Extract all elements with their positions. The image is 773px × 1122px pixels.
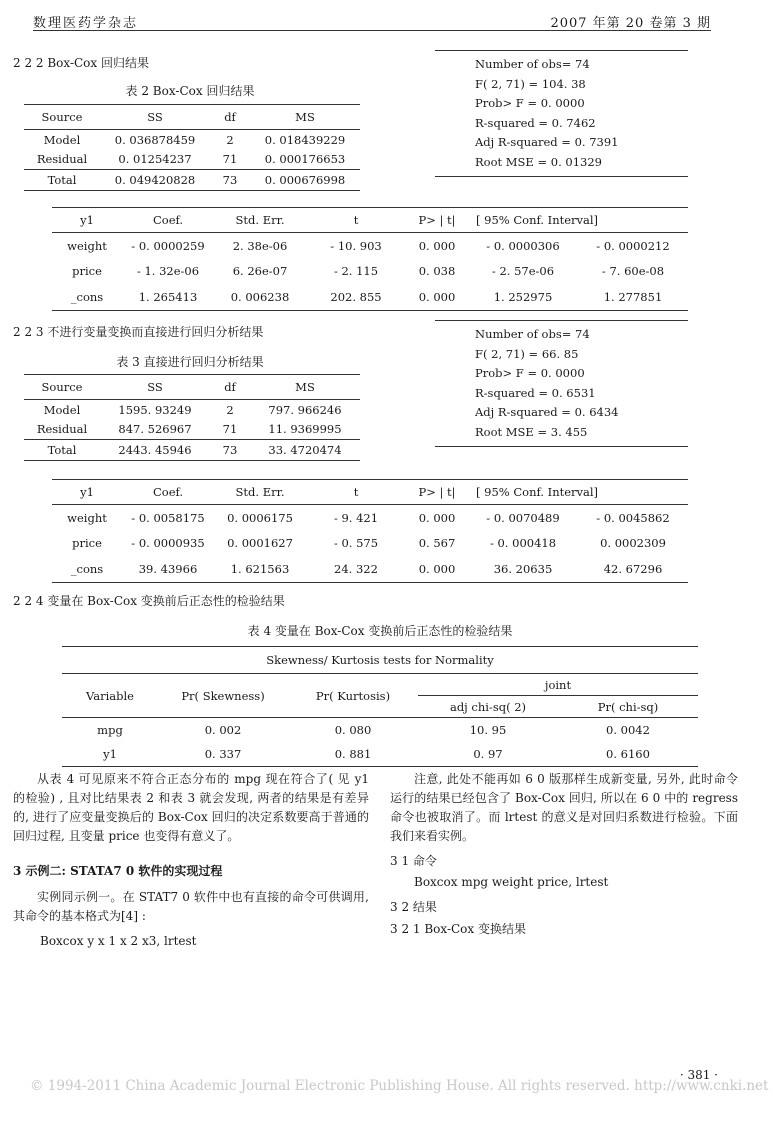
table-header-row: adj chi-sq( 2) Pr( chi-sq) — [62, 696, 698, 718]
command-syntax: Boxcox y x 1 x 2 x3, lrtest — [40, 934, 197, 948]
stat-line: Root MSE = 0. 01329 — [475, 154, 602, 169]
table-row: price - 0. 0000935 0. 0001627 - 0. 575 0. 567 - 0. 000418 0. 0002309 — [72, 536, 666, 551]
table-header-row: Variable Pr( Skewness) Pr( Kurtosis) joint — [62, 674, 698, 696]
table-row: Residual 847. 526967 71 11. 9369995 — [36, 422, 342, 437]
table-row: _cons 1. 265413 0. 006238 202. 855 0. 000 1. 252975 1. 277851 — [70, 289, 663, 304]
stat-line: R-squared = 0. 7462 — [475, 115, 596, 130]
stat-line: R-squared = 0. 6531 — [475, 385, 596, 400]
col-source: Source — [41, 110, 83, 124]
table-row: Total 0. 049420828 73 0. 000676998 — [24, 170, 360, 191]
table-row: price - 1. 32e-06 6. 26e-07 - 2. 115 0. 038 - 2. 57e-06 - 7. 60e-08 — [72, 264, 665, 279]
col-ms: MS — [295, 110, 315, 124]
section-3-heading: 3 示例二: STATA7 0 软件的实现过程 — [13, 864, 223, 878]
table-4 — [62, 646, 698, 767]
stat-line: F( 2, 71) = 104. 38 — [475, 76, 586, 91]
table-row: Model 0. 036878459 2 0. 018439229 — [43, 132, 346, 147]
stat-line: Number of obs= 74 — [475, 327, 590, 341]
table-row: _cons 39. 43966 1. 621563 24. 322 0. 000 36. 20635 42. 67296 — [70, 561, 663, 576]
copyright-watermark: © 1994-2011 China Academic Journal Electronic Publishing House. All rights reserved. http://www.cnki.net — [30, 1078, 769, 1094]
table-title-row — [62, 647, 698, 674]
section-3-1-heading: 3 1 命令 — [390, 854, 437, 868]
table-header-row — [24, 105, 360, 130]
table-row: weight - 0. 0058175 0. 0006175 - 9. 421 0. 000 - 0. 0070489 - 0. 0045862 — [67, 510, 670, 525]
table-row: Model 1595. 93249 2 797. 966246 — [43, 402, 342, 417]
stat-line: Root MSE = 3. 455 — [475, 424, 588, 439]
table-row: Residual 0. 01254237 71 0. 000176653 — [36, 152, 346, 167]
stat-line: Prob> F = 0. 0000 — [475, 366, 585, 380]
coef-table-3 — [52, 479, 688, 583]
section-3-2-heading: 3 2 结果 — [390, 900, 437, 914]
table-row: y1 0. 337 0. 881 0. 97 0. 6160 — [103, 747, 650, 761]
table-4-caption: 表 4 变量在 Box-Cox 变换前后正态性的检验结果 — [247, 624, 513, 638]
stat-line: Adj R-squared = 0. 7391 — [475, 135, 619, 149]
page-number: · 381 · — [679, 1068, 718, 1082]
model-stats-2 — [435, 50, 688, 177]
section-2-2-3-heading: 2 2 3 不进行变量变换而直接进行回归分析结果 — [13, 325, 264, 339]
table-4-title: Skewness/ Kurtosis tests for Normality — [266, 653, 494, 667]
table-2 — [24, 104, 360, 191]
table-3 — [24, 374, 360, 461]
body-paragraph-right: 注意, 此处不能再如 6 0 版那样生成新变量, 另外, 此时命令运行的结果已经包含了 Box-Cox 回归, 所以在 6 0 中的 regress 命令也被取消了。而 lrtest 的意义是对回归系数进行检验。下面我们来看实例。 — [390, 772, 738, 843]
body-paragraph-left: 从表 4 可见原来不符合正态分布的 mpg 现在符合了( 见 y1 的检验) , 且对比结果表 2 和表 3 就会发现, 两者的结果是有差异的, 进行了应变量变换后的 Box-Cox 回归的决定系数要高于普通的回归过程, 且变量 price 也变得有意义了。 — [13, 772, 369, 843]
command-example: Boxcox mpg weight price, lrtest — [414, 875, 609, 889]
table-header-row: Source SS df MS — [24, 375, 360, 400]
stat-line: Number of obs= 74 — [475, 57, 590, 71]
issue-info: 2007 年第 20 卷第 3 期 — [550, 16, 711, 31]
table-3-caption: 表 3 直接进行回归分析结果 — [116, 355, 264, 369]
table-header-row: y1 Coef. Std. Err. t P> | t| [ 95% Conf. Interval] — [52, 480, 688, 505]
col-df: df — [224, 110, 236, 124]
section-2-2-4-heading: 2 2 4 变量在 Box-Cox 变换前后正态性的检验结果 — [13, 594, 285, 608]
col-ss: SS — [147, 110, 163, 124]
table-row: mpg 0. 002 0. 080 10. 95 0. 0042 — [97, 723, 650, 737]
section-3-2-1-heading: 3 2 1 Box-Cox 变换结果 — [390, 922, 526, 936]
table-row: Total 2443. 45946 73 33. 4720474 — [24, 440, 360, 461]
coef-table-2 — [52, 207, 688, 311]
table-header-row: y1 Coef. Std. Err. t P> | t| [ 95% Conf. Interval] — [52, 208, 688, 233]
stat-line: Prob> F = 0. 0000 — [475, 96, 585, 110]
header-rule — [33, 30, 711, 31]
table-row: weight - 0. 0000259 2. 38e-06 - 10. 903 0. 000 - 0. 0000306 - 0. 0000212 — [67, 238, 670, 253]
model-stats-3 — [435, 320, 688, 447]
section-2-2-2-heading: 2 2 2 Box-Cox 回归结果 — [13, 56, 149, 70]
section-3-paragraph: 实例同示例一。在 STAT7 0 软件中也有直接的命令可供调用, 其命令的基本格式为[4] : — [13, 890, 369, 923]
table-2-caption: 表 2 Box-Cox 回归结果 — [125, 84, 255, 98]
stat-line: F( 2, 71) = 66. 85 — [475, 346, 579, 361]
journal-name: 数理医药学杂志 — [33, 16, 139, 31]
stat-line: Adj R-squared = 0. 6434 — [475, 405, 619, 419]
